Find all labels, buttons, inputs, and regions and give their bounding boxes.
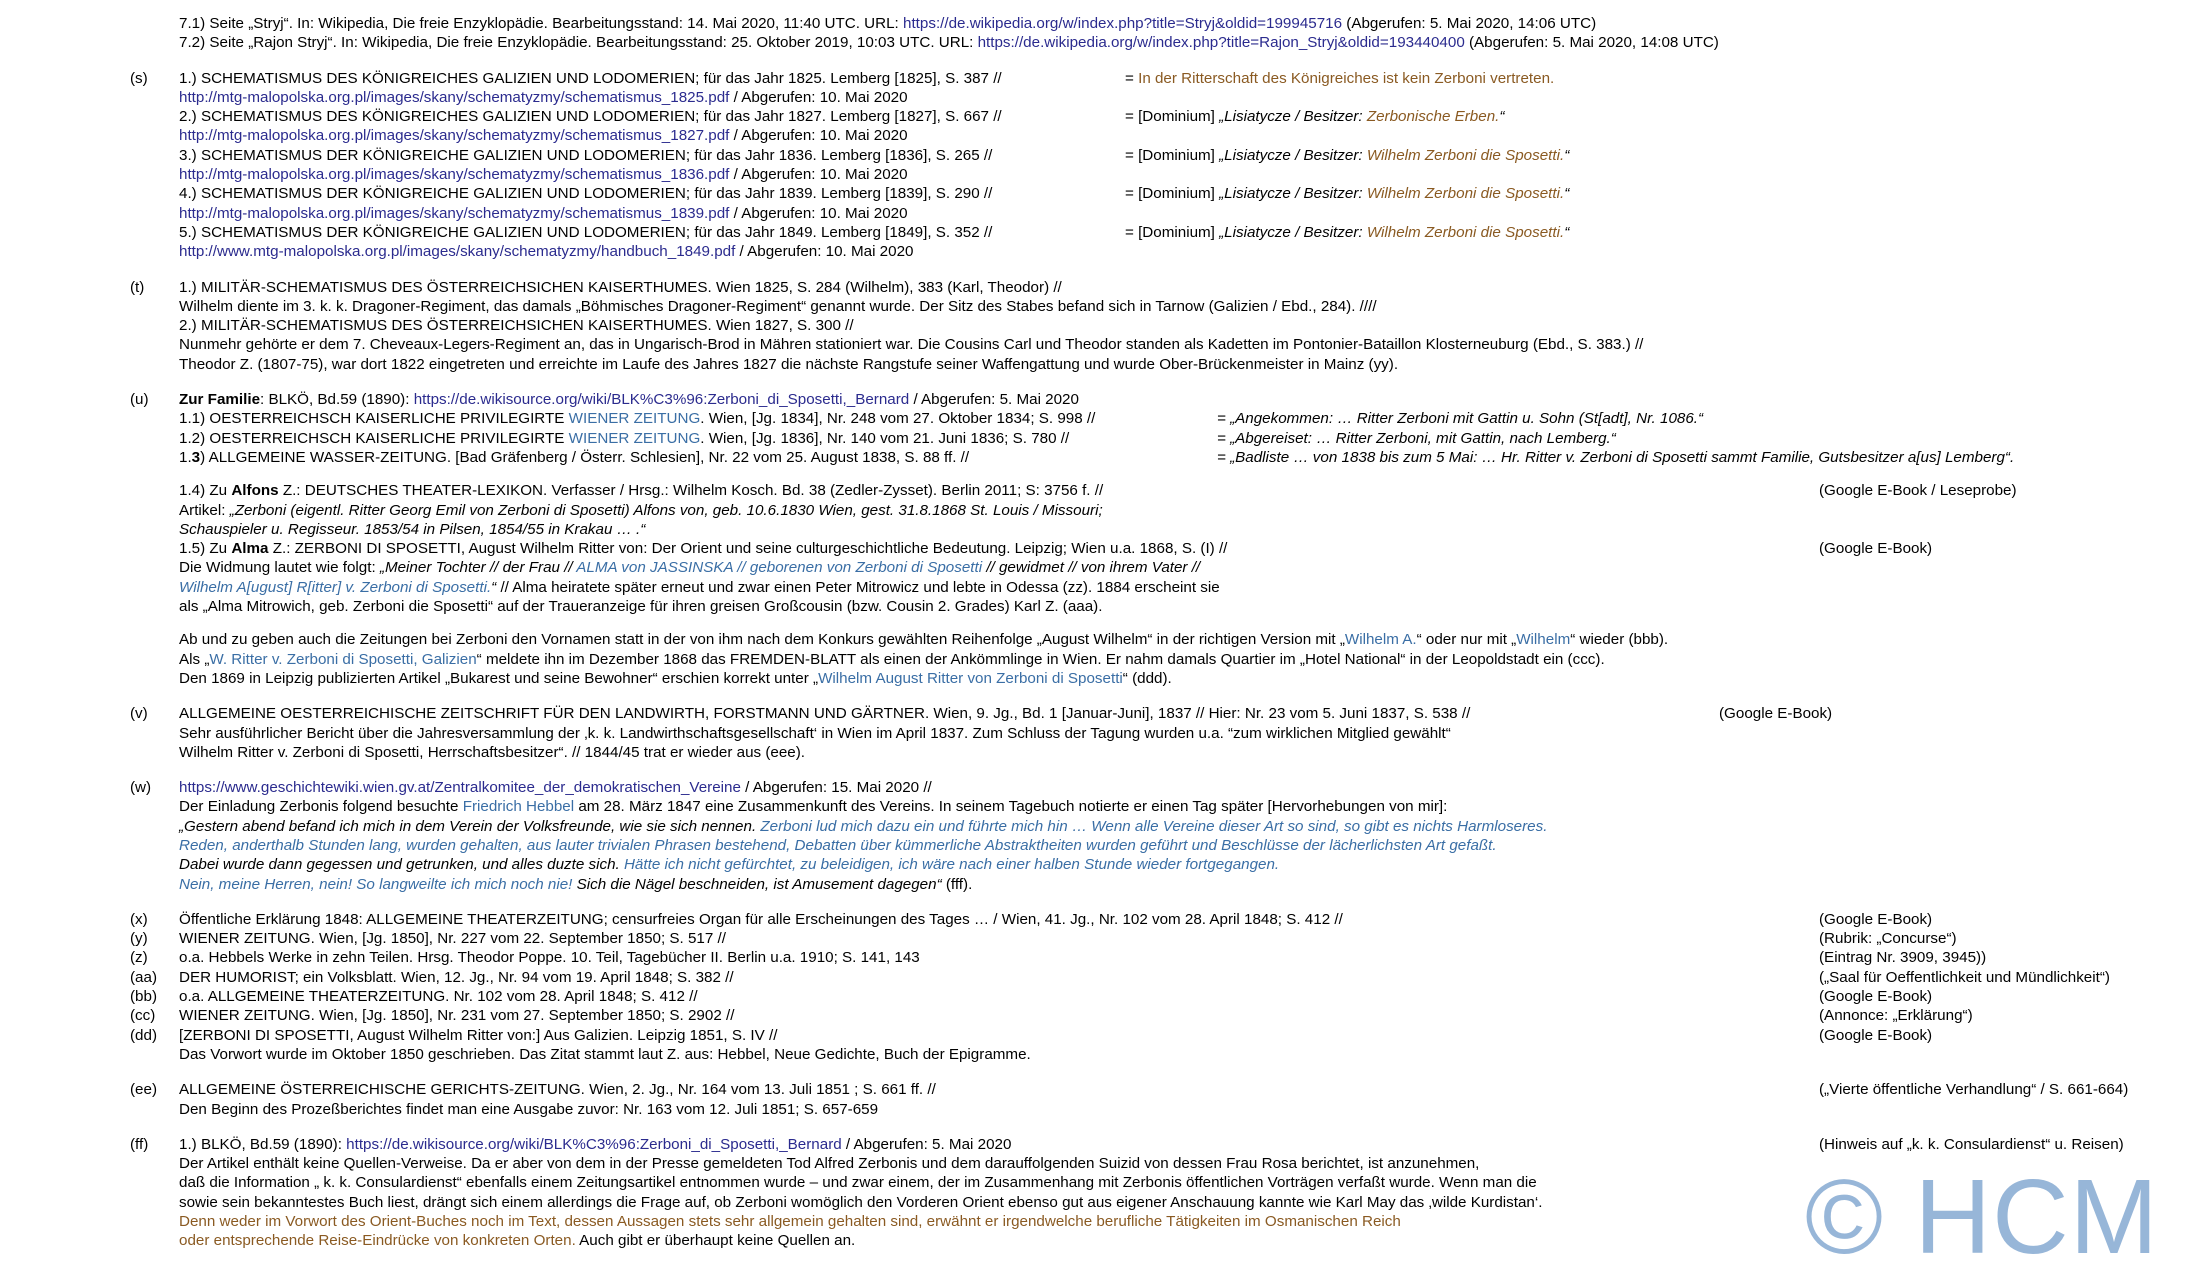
text-line [179, 69, 2169, 88]
text-segment: / Abgerufen: 5. Mai 2020 [909, 391, 1079, 409]
text-segment: „Lisiatycze / Besitzer: [1219, 108, 1367, 126]
text-segment: = [1125, 69, 1139, 87]
hcm-copyright-watermark: © HCM [1805, 1158, 2159, 1276]
text-segment: (Rubrik: „Concurse“) [1819, 930, 1957, 948]
footnote-marker: (bb) [130, 988, 158, 1006]
text-line [179, 316, 2169, 335]
text-segment: Theodor Z. (1807-75), war dort 1822 eingetreten und erreichte im Laufe des Jahres 1827 die nächste Rangstufe seiner Waffengattung und wurde Ober-Brückenmeister in Mainz (yy). [179, 355, 1399, 373]
side-note [1719, 704, 1832, 723]
text-segment: WIENER ZEITUNG. Wien, [Jg. 1850], Nr. 227 vom 22. September 1850; S. 517 // [179, 930, 726, 948]
text-segment: 1. [179, 448, 192, 466]
text-segment: Friedrich Hebbel [462, 798, 575, 816]
text-segment: Auch gibt er überhaupt keine Quellen an. [575, 1232, 856, 1250]
text-line [179, 146, 2169, 165]
line-text [179, 598, 1102, 615]
text-line [179, 855, 2169, 874]
footnote-marker: (y) [130, 930, 148, 948]
text-segment: (Google E-Book / Leseprobe) [1819, 482, 2017, 500]
side-note [1125, 69, 1554, 88]
text-segment: Wilhelm Ritter v. Zerboni di Sposetti, Herrschaftsbesitzer“. // 1844/45 trat er wieder aus (eee). [179, 743, 806, 761]
text-segment: (fff). [941, 875, 973, 893]
text-segment: Das Vorwort wurde im Oktober 1850 geschrieben. Das Zitat stammt laut Z. aus: Hebbel, Neue Gedichte, Buch der Epigramme. [179, 1045, 1031, 1063]
footnote-entry [0, 390, 2206, 688]
text-line [179, 126, 2169, 145]
text-line [179, 297, 2169, 316]
text-segment: DER HUMORIST; ein Volksblatt. Wien, 12. Jg., Nr. 94 vom 19. April 1848; S. 382 // [179, 968, 734, 986]
text-segment: 3.) SCHEMATISMUS DER KÖNIGREICHE GALIZIEN UND LODOMERIEN; für das Jahr 1836. Lemberg [1836], S. 265 // [179, 146, 993, 164]
line-text [179, 298, 1377, 315]
text-line [179, 390, 2169, 409]
line-text [179, 34, 1719, 51]
text-segment: Sehr ausführlicher Bericht über die Jahresversammlung der ‚k. k. Landwirthschaftsgesellschaft‘ in Wien im April 1837. Zum Schluss der Tagung wurden u.a. “zum wirklichen Mitglied gewählt“ [179, 724, 1451, 742]
text-segment: WIENER ZEITUNG [568, 429, 701, 447]
side-note [1819, 539, 1932, 558]
text-segment: 1.2) OESTERREICHSCH KAISERLICHE PRIVILEGIRTE [179, 429, 569, 447]
text-segment: Die Widmung lautet wie folgt: [179, 559, 380, 577]
text-segment: (Hinweis auf „k. k. Consulardienst“ u. Reisen) [1819, 1135, 2124, 1153]
text-segment: ALLGEMEINE OESTERREICHISCHE ZEITSCHRIFT FÜR DEN LANDWIRTH, FORSTMANN UND GÄRTNER. Wien, 9. Jg., Bd. 1 [Januar-Juni], 1837 // Hier: Nr. 23 vom 5. Juni 1837, S. 538 // [179, 705, 1471, 723]
side-note [1819, 1135, 2124, 1154]
line-text [179, 70, 1002, 87]
line-text [179, 631, 1668, 648]
text-segment: daß die Information „ k. k. Consulardienst“ ebenfalls einem Zeitungsartikel entnommen wurde – und zwar einem, der im Zusammenhang mit Zerbonis öffentlichen Vorträgen verfaßt wurde. Wenn man die [179, 1174, 1537, 1192]
text-segment: Wilhelm diente im 3. k. k. Dragoner-Regiment, das damals „Böhmisches Dragoner-Regiment“ genannt wurde. Der Sitz des Stabes befand sich in Tarnow (Galizien / Ebd., 284). //// [179, 297, 1377, 315]
line-text [179, 651, 1605, 668]
line-text [179, 317, 854, 334]
text-segment: Den 1869 in Leipzig publizierten Artikel „Bukarest und seine Bewohner“ erschien korrekt unter „ [179, 669, 819, 687]
side-note [1217, 429, 1616, 448]
footnote-marker: (aa) [130, 968, 158, 986]
line-text [179, 1232, 855, 1249]
line-text [179, 876, 972, 893]
text-segment: Öffentliche Erklärung 1848: ALLGEMEINE THEATERZEITUNG; censurfreies Organ für alle Erscheinungen des Tages … / Wien, 41. Jg., Nr. 102 vom 28. April 1848; S. 412 // [179, 910, 1343, 928]
line-text [179, 127, 908, 144]
line-text [179, 410, 1095, 427]
text-line [179, 520, 2169, 539]
side-note [1125, 146, 1569, 165]
text-line [130, 948, 2169, 967]
text-segment: “ oder nur mit „ [1416, 631, 1517, 649]
text-segment: 1.) MILITÄR-SCHEMATISMUS DES ÖSTERREICHSICHEN KAISERTHUMES. Wien 1825, S. 284 (Wilhelm), 383 (Karl, Theodor) // [179, 278, 1062, 296]
text-segment: 4.) SCHEMATISMUS DER KÖNIGREICHE GALIZIEN UND LODOMERIEN; für das Jahr 1839. Lemberg [1839], S. 290 // [179, 185, 993, 203]
text-segment: / Abgerufen: 10. Mai 2020 [735, 243, 914, 261]
text-segment: „Lisiatycze / Besitzer: [1219, 185, 1367, 203]
footnote-entry [0, 910, 2206, 1064]
text-segment: “ (ddd). [1122, 669, 1172, 687]
text-segment: Ab und zu geben auch die Zeitungen bei Zerboni den Vornamen statt in der von ihm nach dem Konkurs gewählten Reihenfolge „August Wilhelm“ in der richtigen Version mit „ [179, 631, 1345, 649]
text-segment: / Abgerufen: 10. Mai 2020 [729, 204, 908, 222]
text-segment: (Google E-Book) [1819, 1026, 1933, 1044]
text-segment: Reden, anderthalb Stunden lang, wurden gehalten, aus lauter trivialen Phrasen bestehend, Debatten über kümmerliche Abstraktheiten wurden geführt und Beschlüsse der lächerlichsten Art gefaßt. [179, 836, 1497, 854]
footnote-marker: (u) [130, 391, 149, 409]
text-segment: 7.2) Seite „Rajon Stryj“. In: Wikipedia, Die freie Enzyklopädie. Bearbeitungsstand: 25. Oktober 2019, 10:03 UTC. URL: [179, 34, 978, 52]
text-segment: / Abgerufen: 5. Mai 2020 [841, 1135, 1012, 1153]
line-text [179, 540, 1227, 557]
line-text [179, 243, 913, 260]
line-text [179, 1046, 1031, 1063]
text-segment: (Abgerufen: 5. Mai 2020, 14:06 UTC) [1342, 15, 1597, 32]
text-segment: 3 [191, 448, 201, 466]
text-line [179, 724, 2169, 743]
text-segment: Zerbonische Erben. [1366, 108, 1500, 126]
text-segment: ) ALLGEMEINE WASSER-ZEITUNG. [Bad Gräfenberg / Österr. Schlesien], Nr. 22 vom 25. August 1838, S. 88 ff. // [200, 448, 970, 466]
url-link[interactable]: http://mtg-malopolska.org.pl/images/skany/schematyzmy/schematismus_1839.pdf [179, 204, 730, 222]
side-note [1819, 948, 1986, 967]
side-note [1819, 987, 1932, 1006]
text-segment: “ [1564, 223, 1570, 241]
text-line [179, 184, 2169, 203]
text-segment: WIENER ZEITUNG. Wien, [Jg. 1850], Nr. 231 vom 27. September 1850; S. 2902 // [179, 1007, 735, 1025]
text-line [179, 743, 2169, 762]
text-segment: Wilhelm August Ritter von Zerboni di Sposetti [818, 669, 1123, 687]
text-line [179, 875, 2169, 894]
text-segment: (Google E-Book) [1819, 540, 1933, 558]
text-line [179, 797, 2169, 816]
text-segment: Den Beginn des Prozeßberichtes findet man eine Ausgabe zuvor: Nr. 163 vom 12. Juli 1851; S. 657-659 [179, 1100, 879, 1118]
footnote-marker: (ee) [130, 1081, 158, 1099]
text-line [179, 165, 2169, 184]
text-segment: „Zerboni (eigentl. Ritter Georg Emil von Zerboni di Sposetti) Alfons von, geb. 10.6.1830 Wien, gest. 31.8.1868 St. Louis / Missouri; [229, 501, 1103, 519]
footnote-marker: (ff) [130, 1135, 149, 1153]
text-line [179, 597, 2169, 616]
line-text [179, 1081, 936, 1098]
text-segment: als „Alma Mitrowich, geb. Zerboni die Sposetti“ auf der Traueranzeige für ihren greisen Großcousin (bzw. Cousin 2. Grades) Karl Z. (aaa). [179, 598, 1103, 616]
text-line [179, 1080, 2169, 1099]
url-link[interactable]: http://mtg-malopolska.org.pl/images/skany/schematyzmy/schematismus_1825.pdf [179, 88, 730, 106]
text-segment: In der Ritterschaft des Königreiches ist kein Zerboni vertreten. [1138, 69, 1555, 87]
text-segment: Zur Familie [179, 391, 261, 409]
text-segment: // Alma heiratete später erneut und zwar einen Peter Mitrowicz und lebte in Odessa (zz). 1884 erscheint sie [496, 578, 1220, 596]
line-text [179, 336, 1643, 353]
text-segment: (Abgerufen: 5. Mai 2020, 14:08 UTC) [1464, 34, 1719, 52]
text-segment: Alma [231, 540, 269, 558]
text-segment: 1.) SCHEMATISMUS DES KÖNIGREICHES GALIZIEN UND LODOMERIEN; für das Jahr 1825. Lemberg [1825], S. 387 // [179, 69, 1002, 87]
line-text [179, 279, 1062, 296]
text-segment: Hätte ich nicht gefürchtet, zu beleidigen, ich wäre nach einer halben Stunde wieder fortgegangen. [623, 856, 1280, 874]
line-text [179, 930, 726, 947]
line-text [179, 559, 1200, 576]
footnote-entry [0, 14, 2206, 53]
line-text [179, 147, 992, 164]
text-segment: „Gestern abend befand ich mich in dem Verein der Volksfreunde, wie sie sich nennen. [179, 817, 761, 835]
text-segment: / Abgerufen: 10. Mai 2020 [729, 88, 908, 106]
text-segment: = „Angekommen: … Ritter Zerboni mit Gattin u. Sohn (St[adt], Nr. 1086.“ [1217, 410, 1704, 428]
line-text [179, 482, 1103, 499]
url-link[interactable]: https://de.wikipedia.org/w/index.php?title=Rajon_Stryj&oldid=193440400 [977, 34, 1465, 52]
line-text [179, 521, 645, 538]
side-note [1125, 107, 1504, 126]
footnote-entry [0, 778, 2206, 894]
line-text [179, 1027, 777, 1044]
text-segment: ALLGEMEINE ÖSTERREICHISCHE GERICHTS-ZEITUNG. Wien, 2. Jg., Nr. 164 vom 13. Juli 1851 ; S. 661 ff. // [179, 1081, 936, 1099]
line-text [179, 988, 698, 1005]
text-segment: = „Abgereiset: … Ritter Zerboni, mit Gattin, nach Lemberg.“ [1217, 429, 1616, 447]
text-segment: Zerboni lud mich dazu ein und führte mich hin … Wenn alle Vereine dieser Art so sind, so gibt es nichts Harmloseres. [760, 817, 1548, 835]
text-line [130, 987, 2169, 1006]
text-line [130, 968, 2169, 987]
text-segment: Nein, meine Herren, nein! So langweilte ich mich noch nie! [179, 875, 573, 893]
text-segment: 5.) SCHEMATISMUS DER KÖNIGREICHE GALIZIEN UND LODOMERIEN; für das Jahr 1849. Lemberg [1849], S. 352 // [179, 223, 993, 241]
line-text [179, 185, 992, 202]
text-segment: = [Dominium] [1125, 146, 1220, 164]
text-line [130, 1026, 2169, 1045]
line-text [179, 1101, 878, 1118]
footnote-marker: (x) [130, 910, 148, 928]
footnote-entry [0, 704, 2206, 762]
url-link[interactable]: https://www.geschichtewiki.wien.gv.at/Zentralkomitee_der_demokratischen_Vereine [179, 779, 741, 797]
side-note [1819, 968, 2110, 987]
text-segment: 1.1) OESTERREICHSCH KAISERLICHE PRIVILEGIRTE [179, 410, 569, 428]
line-text [179, 818, 1547, 835]
text-segment: / Abgerufen: 15. Mai 2020 // [740, 779, 932, 797]
line-text [179, 108, 1002, 125]
text-segment: / Abgerufen: 10. Mai 2020 [729, 127, 908, 145]
line-text [179, 779, 932, 796]
text-segment: Artikel: [179, 501, 230, 519]
text-segment: (Eintrag Nr. 3909, 3945)) [1819, 949, 1987, 967]
text-line [179, 650, 2169, 669]
line-text [179, 1194, 1542, 1211]
text-segment: (Google E-Book) [1719, 705, 1833, 723]
line-text [179, 449, 969, 466]
text-segment: ALMA von JASSINSKA // geborenen von Zerboni di Sposetti [576, 559, 983, 577]
footnote-body [179, 778, 2169, 894]
text-segment: Wilhelm Zerboni die Sposetti. [1366, 146, 1565, 164]
text-segment: o.a. Hebbels Werke in zehn Teilen. Hrsg. Theodor Poppe. 10. Teil, Tagebücher II. Berlin u.a. 1910; S. 141, 143 [179, 949, 920, 967]
text-segment: Der Artikel enthält keine Quellen-Verweise. Da er aber von dem in der Presse gemeldeten Tod Alfred Zerbonis und dem darauffolgenden Suizid von dessen Frau Rosa berichtet, ist anzunehmen, [179, 1155, 1480, 1173]
text-segment: Wilhelm Zerboni die Sposetti. [1366, 223, 1565, 241]
text-segment: Nunmehr gehörte er dem 7. Cheveaux-Legers-Regiment an, das in Ungarisch-Brod in Mähren stationiert war. Die Cousins Carl und Theodor standen als Kadetten im Pontonier-Bataillon Klosterneuburg (Ebd., S. 383.) // [179, 336, 1644, 354]
text-line [179, 1045, 2169, 1064]
text-segment: am 28. März 1847 eine Zusammenkunft des Vereins. In seinem Tagebuch notierte er einen Tag später [Hervorhebungen von mir]: [574, 798, 1448, 816]
footnote-marker: (t) [130, 278, 145, 296]
text-segment: Alfons [231, 482, 279, 500]
text-line [179, 429, 2169, 448]
text-segment: Schauspieler u. Regisseur. 1853/54 in Pilsen, 1854/55 in Krakau … .“ [179, 520, 646, 538]
line-text [179, 224, 992, 241]
text-line [179, 223, 2169, 242]
line-text [179, 430, 1069, 447]
footnote-marker: (dd) [130, 1026, 158, 1044]
line-text [179, 911, 1343, 928]
text-line [179, 355, 2169, 374]
text-segment: / Abgerufen: 10. Mai 2020 [729, 166, 908, 184]
text-segment: o.a. ALLGEMEINE THEATERZEITUNG. Nr. 102 vom 28. April 1848; S. 412 // [179, 988, 698, 1006]
footnote-marker: (w) [130, 779, 152, 797]
line-text [179, 670, 1172, 687]
text-segment: // gewidmet // von ihrem Vater // [982, 559, 1201, 577]
text-line [179, 242, 2169, 261]
text-line [179, 107, 2169, 126]
url-link[interactable]: https://de.wikipedia.org/w/index.php?title=Stryj&oldid=199945716 [903, 15, 1343, 32]
line-text [179, 579, 1220, 596]
line-text [179, 798, 1447, 815]
text-segment: “ meldete ihn im Dezember 1868 das FREMDEN-BLATT als einen der Ankömmlinge in Wien. Er nahm damals Quartier im „Hotel National“ in der Leopoldstadt ein (ccc). [476, 650, 1605, 668]
footnote-body [179, 704, 2169, 762]
text-segment: = [Dominium] [1125, 223, 1220, 241]
url-link[interactable]: https://de.wikisource.org/wiki/BLK%C3%96:Zerboni_di_Sposetti,_Bernard [346, 1135, 842, 1153]
text-segment: („Vierte öffentliche Verhandlung“ / S. 661-664) [1819, 1081, 2129, 1099]
line-text [179, 725, 1451, 742]
text-segment: sowie sein bekanntestes Buch liest, drängt sich einem allerdings die Frage auf, ob Zerboni womöglich den Vorderen Orient ebenso gut aus eigener Anschauung kannte wie Karl May das ‚wilde Kurdistan‘. [179, 1193, 1543, 1211]
text-segment: [ZERBONI DI SPOSETTI, August Wilhelm Ritter von:] Aus Galizien. Leipzig 1851, S. IV // [179, 1026, 778, 1044]
side-note [1217, 409, 1703, 428]
url-link[interactable]: http://www.mtg-malopolska.org.pl/images/skany/schematyzmy/handbuch_1849.pdf [179, 243, 736, 261]
footnote-marker: (s) [130, 69, 148, 87]
footnote-marker: (z) [130, 949, 148, 967]
side-note [1125, 223, 1569, 242]
side-note [1819, 1080, 2128, 1099]
text-line [179, 817, 2169, 836]
line-text [179, 391, 1079, 408]
text-line [179, 409, 2169, 428]
text-line [179, 669, 2169, 688]
footnote-body [179, 14, 2169, 53]
line-text [179, 949, 920, 966]
footnote-entry [0, 69, 2206, 262]
text-line [179, 278, 2169, 297]
text-line [179, 14, 2169, 33]
url-link[interactable]: http://mtg-malopolska.org.pl/images/skany/schematyzmy/schematismus_1827.pdf [179, 127, 730, 145]
text-segment: Z.: ZERBONI DI SPOSETTI, August Wilhelm Ritter von: Der Orient und seine culturgeschichtliche Bedeutung. Leipzig; Wien u.a. 1868, S. (I) // [268, 540, 1228, 558]
text-line [179, 778, 2169, 797]
text-segment: (Google E-Book) [1819, 988, 1933, 1006]
text-line [179, 204, 2169, 223]
text-segment: Wilhelm A[ugust] R[itter] v. Zerboni di Sposetti. [179, 578, 492, 596]
line-text [179, 356, 1398, 373]
text-segment: 7.1) Seite „Stryj“. In: Wikipedia, Die freie Enzyklopädie. Bearbeitungsstand: 14. Mai 2020, 11:40 UTC. URL: [179, 15, 904, 32]
text-segment: = [Dominium] [1125, 108, 1220, 126]
text-segment: . Wien, [Jg. 1834], Nr. 248 vom 27. Oktober 1834; S. 998 // [700, 410, 1096, 428]
footnote-body [179, 278, 2169, 374]
text-segment: 1.) BLKÖ, Bd.59 (1890): [179, 1135, 347, 1153]
footnote-entry [0, 1080, 2206, 1119]
text-line [179, 481, 2169, 500]
text-line [179, 539, 2169, 558]
footnote-body [179, 69, 2169, 262]
footnote-entry [0, 278, 2206, 374]
text-segment: WIENER ZEITUNG [568, 410, 701, 428]
text-segment: . Wien, [Jg. 1836], Nr. 140 vom 21. Juni 1836; S. 780 // [700, 429, 1070, 447]
text-segment: = „Badliste … von 1838 bis zum 5 Mai: … Hr. Ritter v. Zerboni di Sposetti sammt Familie, Gutsbesitzer a[us] Lemberg“. [1217, 448, 2015, 466]
text-line [179, 88, 2169, 107]
text-segment: = [Dominium] [1125, 185, 1220, 203]
text-segment: W. Ritter v. Zerboni di Sposetti, Galizien [209, 650, 477, 668]
text-segment: “ [491, 578, 497, 596]
line-text [179, 837, 1497, 854]
text-line [130, 929, 2169, 948]
footnote-body [130, 910, 2169, 1064]
side-note [1819, 929, 1957, 948]
text-segment: Wilhelm Zerboni die Sposetti. [1366, 185, 1565, 203]
text-segment: “ [1499, 108, 1505, 126]
text-segment: „Lisiatycze / Besitzer: [1219, 146, 1367, 164]
url-link[interactable]: http://mtg-malopolska.org.pl/images/skany/schematyzmy/schematismus_1836.pdf [179, 166, 730, 184]
side-note [1819, 910, 1932, 929]
text-line [179, 1135, 2169, 1154]
text-segment: 2.) MILITÄR-SCHEMATISMUS DES ÖSTERREICHSICHEN KAISERTHUMES. Wien 1827, S. 300 // [179, 317, 854, 335]
text-line [179, 501, 2169, 520]
line-text [179, 89, 908, 106]
text-line [179, 335, 2169, 354]
text-segment: Sich die Nägel beschneiden, ist Amusement dagegen“ [572, 875, 942, 893]
line-text [179, 1174, 1537, 1191]
text-segment: 1.4) Zu [179, 482, 232, 500]
text-line [179, 704, 2169, 723]
text-segment: “ [1564, 146, 1570, 164]
footnote-body [179, 1080, 2169, 1119]
text-line [179, 1100, 2169, 1119]
url-link[interactable]: https://de.wikisource.org/wiki/BLK%C3%96:Zerboni_di_Sposetti,_Bernard [413, 391, 910, 409]
text-segment: Dabei wurde dann gegessen und getrunken, und alles duzte sich. [179, 856, 624, 874]
line-text [179, 1136, 1011, 1153]
line-text [179, 205, 908, 222]
text-line [179, 558, 2169, 577]
line-text [179, 1155, 1479, 1172]
text-segment: Wilhelm A. [1344, 631, 1417, 649]
footnote-body [179, 390, 2169, 688]
side-note [1819, 1026, 1932, 1045]
line-text [179, 166, 908, 183]
text-line [130, 1006, 2169, 1025]
text-segment: : BLKÖ, Bd.59 (1890): [260, 391, 414, 409]
footnote-marker: (v) [130, 705, 148, 723]
text-segment: „Lisiatycze / Besitzer: [1219, 223, 1367, 241]
line-text [179, 1213, 1401, 1230]
line-text [179, 744, 805, 761]
text-segment: “ wieder (bbb). [1570, 631, 1669, 649]
line-text [179, 15, 1596, 32]
line-text [179, 705, 1470, 722]
text-segment: 2.) SCHEMATISMUS DES KÖNIGREICHES GALIZIEN UND LODOMERIEN; für das Jahr 1827. Lemberg [1827], S. 667 // [179, 108, 1002, 126]
text-segment: Z.: DEUTSCHES THEATER-LEXIKON. Verfasser / Hrsg.: Wilhelm Kosch. Bd. 38 (Zedler-Zysset). Berlin 2011; S: 3756 f. // [278, 482, 1104, 500]
footnote-marker: (cc) [130, 1007, 156, 1025]
side-note [1125, 184, 1569, 203]
text-line [179, 33, 2169, 52]
text-segment: Denn weder im Vorwort des Orient-Buches noch im Text, dessen Aussagen stets sehr allgemein gehalten sind, erwähnt er irgendwelche berufliche Tätigkeiten im Osmanischen Reich [179, 1213, 1401, 1231]
text-segment: „Meiner Tochter // der Frau // [379, 559, 577, 577]
text-segment: 1.5) Zu [179, 540, 232, 558]
text-segment: oder entsprechende Reise-Eindrücke von konkreten Orten. [179, 1232, 576, 1250]
side-note [1819, 481, 2017, 500]
line-text [179, 856, 1279, 873]
line-text [179, 1007, 734, 1024]
text-segment: “ [1564, 185, 1570, 203]
text-segment: („Saal für Oeffentlichkeit und Mündlichkeit“) [1819, 968, 2110, 986]
text-segment: (Annonce: „Erklärung“) [1819, 1007, 1973, 1025]
text-segment: Wilhelm [1516, 631, 1571, 649]
text-line [179, 578, 2169, 597]
side-note [1819, 1006, 1973, 1025]
text-line [179, 448, 2169, 467]
text-segment: Als „ [179, 650, 210, 668]
text-line [130, 910, 2169, 929]
line-text [179, 969, 734, 986]
line-text [179, 502, 1103, 519]
text-line [179, 630, 2169, 649]
text-segment: Der Einladung Zerbonis folgend besuchte [179, 798, 463, 816]
side-note [1217, 448, 2014, 467]
text-line [179, 836, 2169, 855]
text-segment: (Google E-Book) [1819, 910, 1933, 928]
